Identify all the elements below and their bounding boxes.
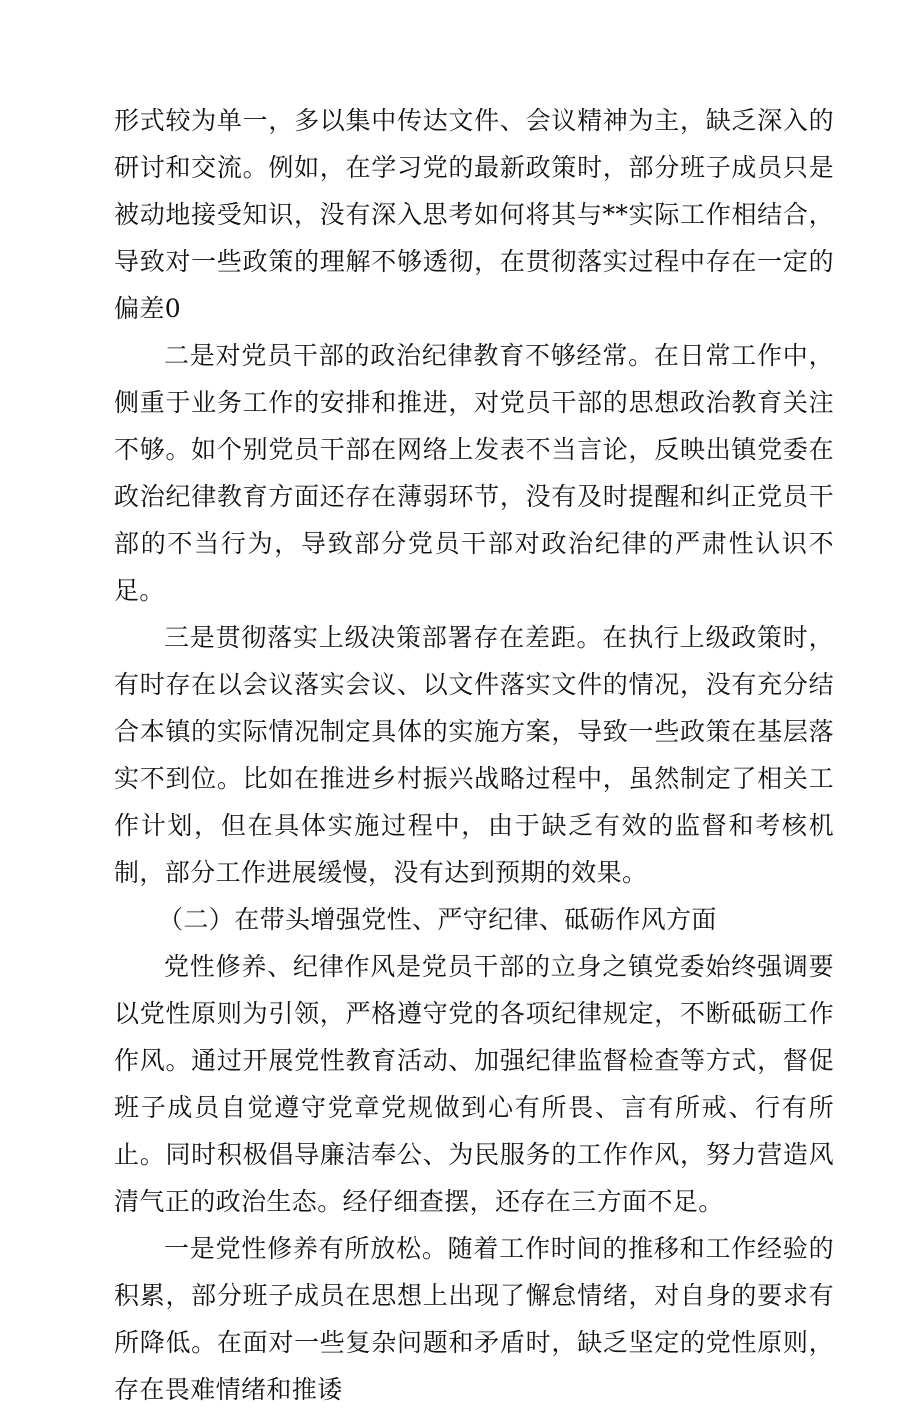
paragraph-party-spirit-relaxed: 一是党性修养有所放松。随着工作时间的推移和工作经验的积累，部分班子成员在思想上出现了懈怠情绪，对自身的要求有所降低。在面对一些复杂问题和矛盾时，缺乏坚定的党性原则，存在畏难情绪和推诿 bbox=[114, 1234, 834, 1404]
paragraph-party-spirit-intro: 党性修养、纪律作风是党员干部的立身之镇党委始终强调要以党性原则为引领，严格遵守党的各项纪律规定，不断砥砺工作作风。通过开展党性教育活动、加强纪律监督检查等方式，督促班子成员自觉遵守党章党规做到心有所畏、言有所戒、行有所止。同时积极倡导廉洁奉公、为民服务的工作作风，努力营造风清气正的政治生态。经仔细查摆，还存在三方面不足。 bbox=[114, 952, 834, 1216]
paragraph-continuation: 形式较为单一，多以集中传达文件、会议精神为主，缺乏深入的研讨和交流。例如，在学习党的最新政策时，部分班子成员只是被动地接受知识，没有深入思考如何将其与**实际工作相结合，导致对一些政策的理解不够透彻，在贯彻落实过程中存在一定的偏差0 bbox=[114, 106, 834, 323]
paragraph-policy-implementation: 三是贯彻落实上级决策部署存在差距。在执行上级政策时，有时存在以会议落实会议、以文件落实文件的情况，没有充分结合本镇的实际情况制定具体的实施方案，导致一些政策在基层落实不到位。比如在推进乡村振兴战略过程中，虽然制定了相关工作计划，但在具体实施过程中，由于缺乏有效的监督和考核机制，部分工作进展缓慢，没有达到预期的效果。 bbox=[114, 623, 834, 887]
document-body bbox=[114, 97, 834, 1413]
paragraph-political-discipline: 二是对党员干部的政治纪律教育不够经常。在日常工作中，侧重于业务工作的安排和推进，对党员干部的思想政治教育关注不够。如个别党员干部在网络上发表不当言论，反映出镇党委在政治纪律教育方面还存在薄弱环节，没有及时提醒和纠正党员干部的不当行为，导致部分党员干部对政治纪律的严肃性认识不足。 bbox=[114, 341, 834, 605]
section-heading: （二）在带头增强党性、严守纪律、砥砺作风方面 bbox=[158, 905, 717, 934]
